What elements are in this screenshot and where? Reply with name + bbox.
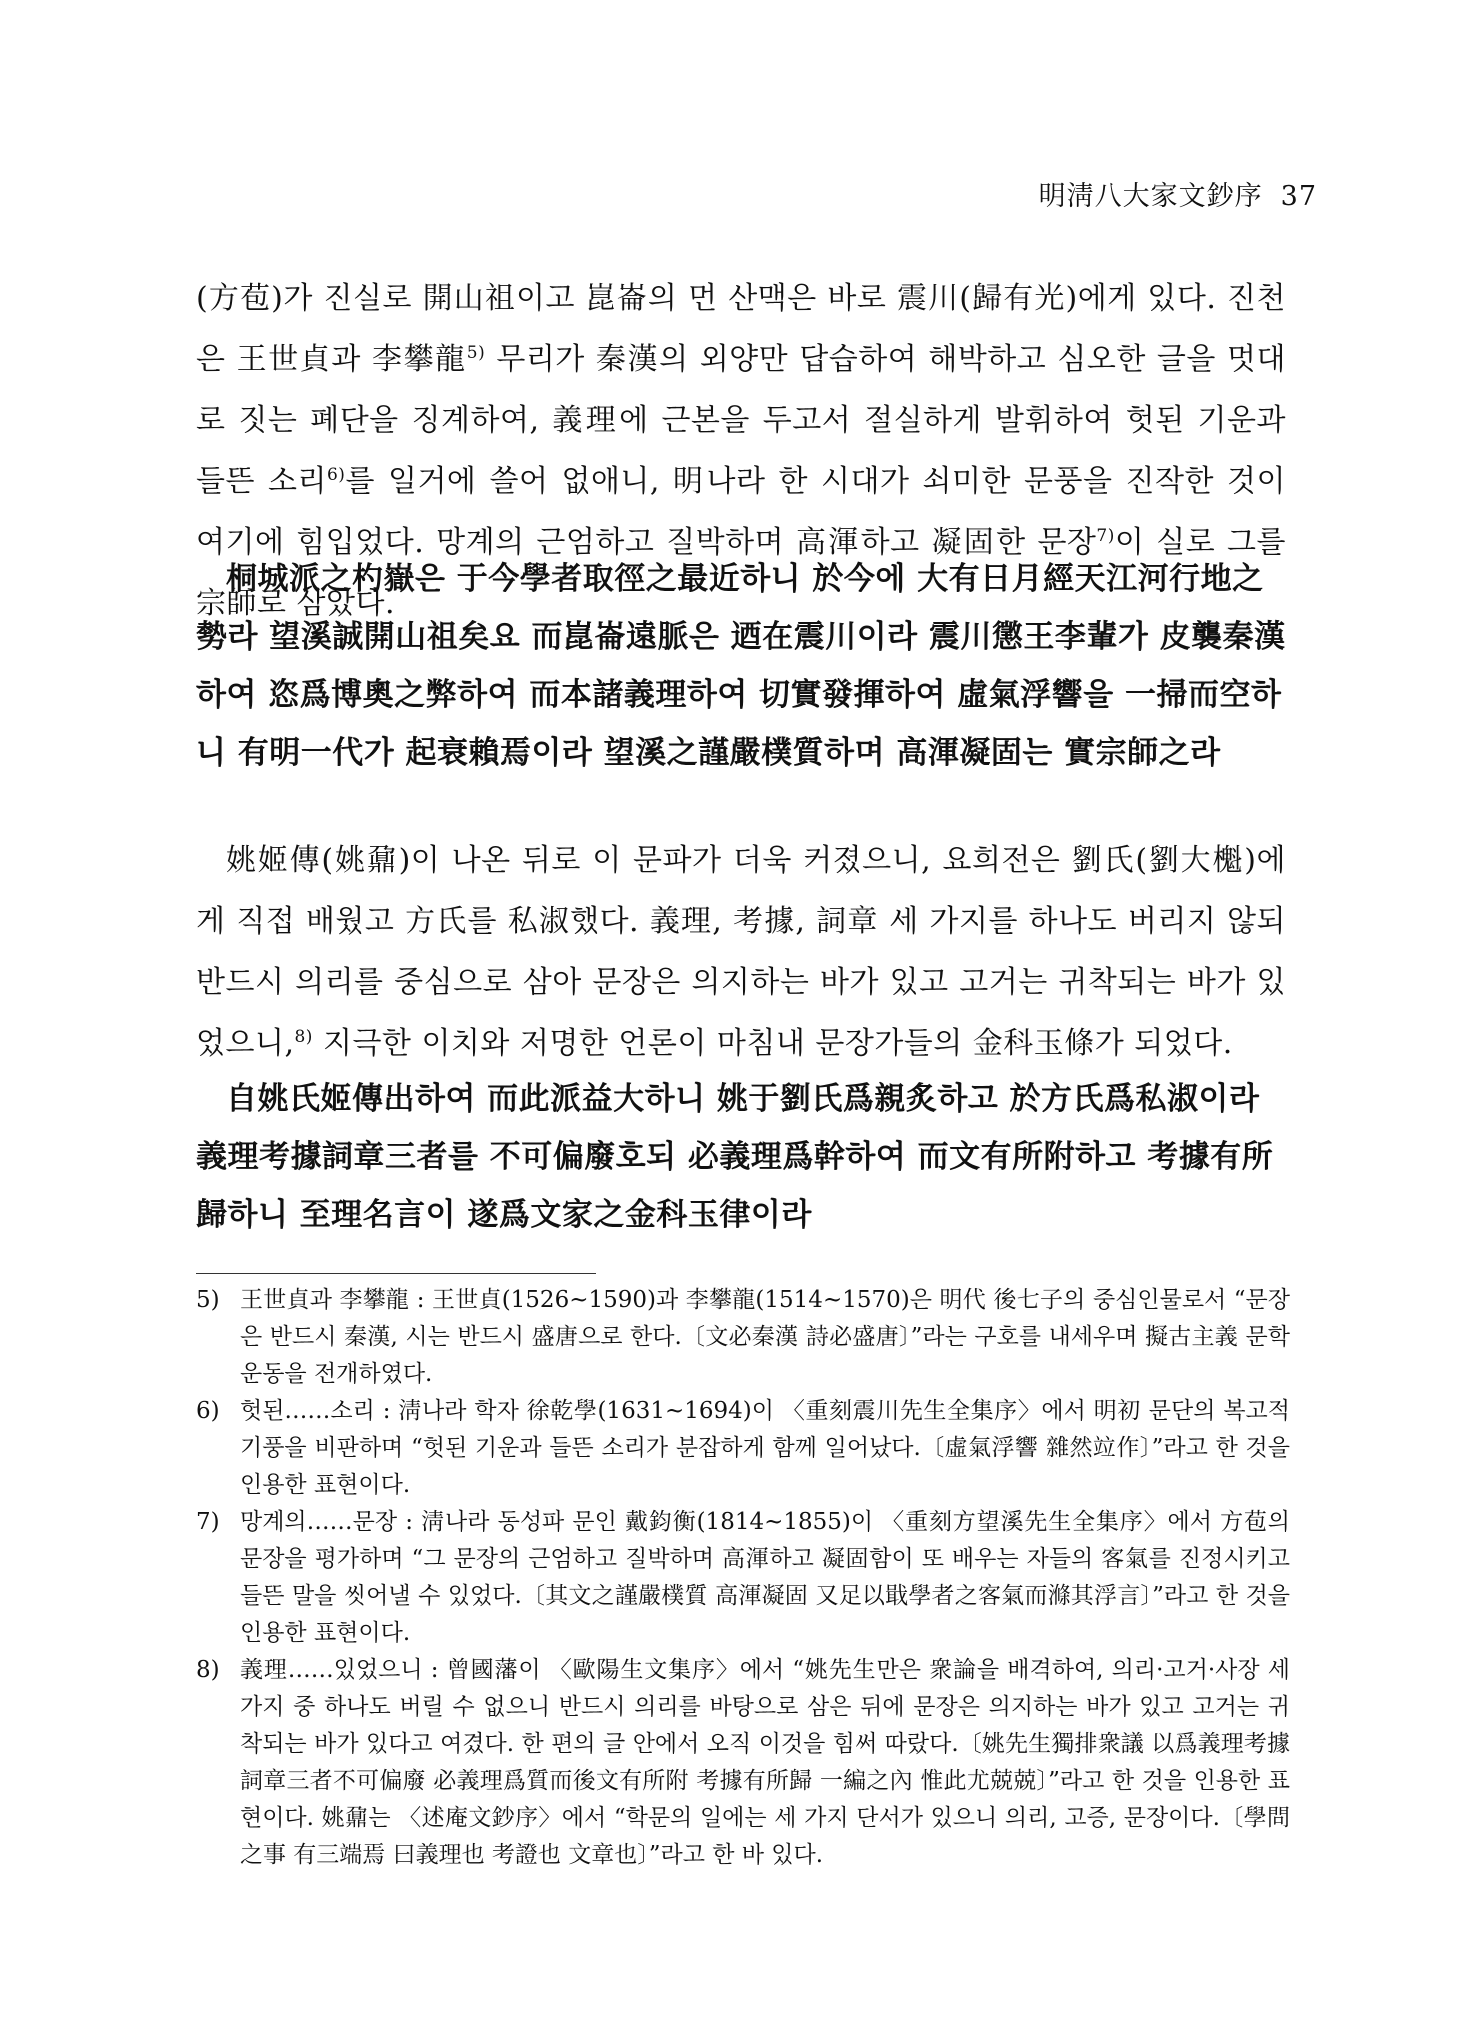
translation-text: 무리가 秦漢의 외양만 답습하여 해박하고 심오한 글을 멋대로 짓는 폐단을 징계하여, 義理에 근본을 두고서 절실하게 발휘하여 헛된 기운과 들뜬 소리 bbox=[196, 342, 1286, 499]
footnote-number: 6) bbox=[196, 1398, 220, 1424]
footnote-text: 헛된……소리 : 淸나라 학자 徐乾學(1631~1694)이 〈重刻震川先生全集序〉에서 明初 문단의 복고적 기풍을 비판하며 “헛된 기운과 들뜬 소리가 분잡하게 함께 일어났다.〔虛氣浮響 雜然竝作〕”라고 한 것을 인용한 표현이다. bbox=[240, 1398, 1290, 1498]
footnote-5 bbox=[196, 1282, 1290, 1393]
footnote-text: 王世貞과 李攀龍 : 王世貞(1526~1590)과 李攀龍(1514~1570)은 明代 後七子의 중심인물로서 “문장은 반드시 秦漢, 시는 반드시 盛唐으로 한다.〔文必秦漢 詩必盛唐〕”라는 구호를 내세우며 擬古主義 문학 운동을 전개하였다. bbox=[240, 1287, 1290, 1387]
footnote-8 bbox=[196, 1652, 1290, 1874]
footnote-ref[interactable]: 7) bbox=[1096, 526, 1115, 546]
page-number: 37 bbox=[1280, 181, 1317, 212]
footnote-ref[interactable]: 6) bbox=[326, 465, 346, 485]
classical-text-2: 自姚氏姬傳出하여 而此派益大하니 姚于劉氏爲親炙하고 於方氏爲私淑이라 義理考據詞章三者를 不可偏廢호되 必義理爲幹하여 而文有所附하고 考據有所歸하니 至理名言이 遂爲文家之金科玉律이라 bbox=[196, 1081, 1274, 1233]
footnote-ref[interactable]: 5) bbox=[466, 343, 486, 363]
footnote-divider bbox=[196, 1273, 596, 1274]
translation-text: (方苞)가 진실로 開山祖이고 崑崙의 먼 산맥은 바로 震川(歸有光)에게 있다. 진천은 王世貞과 李攀龍 bbox=[196, 281, 1286, 377]
footnote-text: 義理……있었으니 : 曾國藩이 〈歐陽生文集序〉에서 “姚先生만은 衆論을 배격하여, 의리·고거·사장 세 가지 중 하나도 버릴 수 없으니 반드시 의리를 바탕으로 삼은 뒤에 문장은 의지하는 바가 있고 고거는 귀착되는 바가 있다고 여겼다. 한 편의 글 안에서 오직 이것을 힘써 따랐다.〔姚先生獨排衆議 以爲義理考據詞章三者不可偏廢 必義理爲質而後文有所附 考據有所歸 一編之內 惟此尤兢兢〕”라고 한 것을 인용한 표현이다. 姚鼐는 〈述庵文鈔序〉에서 “학문의 일에는 세 가지 단서가 있으니 의리, 고증, 문장이다.〔學問之事 有三端焉 曰義理也 考證也 文章也〕”라고 한 바 있다. bbox=[240, 1657, 1290, 1868]
footnote-number: 7) bbox=[196, 1509, 220, 1535]
book-title: 明淸八大家文鈔序 bbox=[1038, 181, 1263, 212]
translation-text: 를 일거에 쓸어 없애니, 明나라 한 시대가 쇠미한 문풍을 진작한 것이 여기에 힘입었다. 망계의 근엄하고 질박하며 高渾하고 凝固한 문장 bbox=[196, 464, 1286, 560]
footnote-6 bbox=[196, 1393, 1290, 1504]
footnote-number: 5) bbox=[196, 1287, 220, 1313]
footnotes bbox=[196, 1282, 1290, 1874]
translation-text: 姚姬傳(姚鼐)이 나온 뒤로 이 문파가 더욱 커졌으니, 요희전은 劉氏(劉大櫆)에게 직접 배웠고 方氏를 私淑했다. 義理, 考據, 詞章 세 가지를 하나도 버리지 않되 반드시 의리를 중심으로 삼아 문장은 의지하는 바가 있고 고거는 귀착되는 바가 있었으니, bbox=[196, 843, 1286, 1061]
translation-paragraph-2 bbox=[196, 830, 1286, 1074]
running-header bbox=[1039, 174, 1317, 213]
footnote-ref[interactable]: 8) bbox=[294, 1027, 313, 1047]
footnote-7 bbox=[196, 1504, 1290, 1652]
footnote-number: 8) bbox=[196, 1657, 220, 1683]
footnote-text: 망계의……문장 : 淸나라 동성파 문인 戴鈞衡(1814~1855)이 〈重刻方望溪先生全集序〉에서 方苞의 문장을 평가하며 “그 문장의 근엄하고 질박하며 高渾하고 凝固함이 또 배우는 자들의 客氣를 진정시키고 들뜬 말을 씻어낼 수 있었다.〔其文之謹嚴樸質 高渾凝固 又足以戢學者之客氣而滌其浮言〕”라고 한 것을 인용한 표현이다. bbox=[240, 1509, 1290, 1646]
translation-text: 지극한 이치와 저명한 언론이 마침내 문장가들의 金科玉條가 되었다. bbox=[312, 1026, 1233, 1061]
classical-text-1: 桐城派之杓嶽은 于今學者取徑之最近하니 於今에 大有日月經天江河行地之勢라 望溪誠開山祖矣요 而崑崙遠脈은 迺在震川이라 震川懲王李輩가 皮襲秦漢하여 恣爲博奧之弊하여 而本諸義理하여 切實發揮하여 虛氣浮響을 一掃而空하니 有明一代가 起衰賴焉이라 望溪之謹嚴樸質하며 高渾凝固는 實宗師之라 bbox=[196, 561, 1286, 771]
translation-text: 이 실로 그를 宗師로 삼았다. bbox=[196, 525, 1286, 621]
